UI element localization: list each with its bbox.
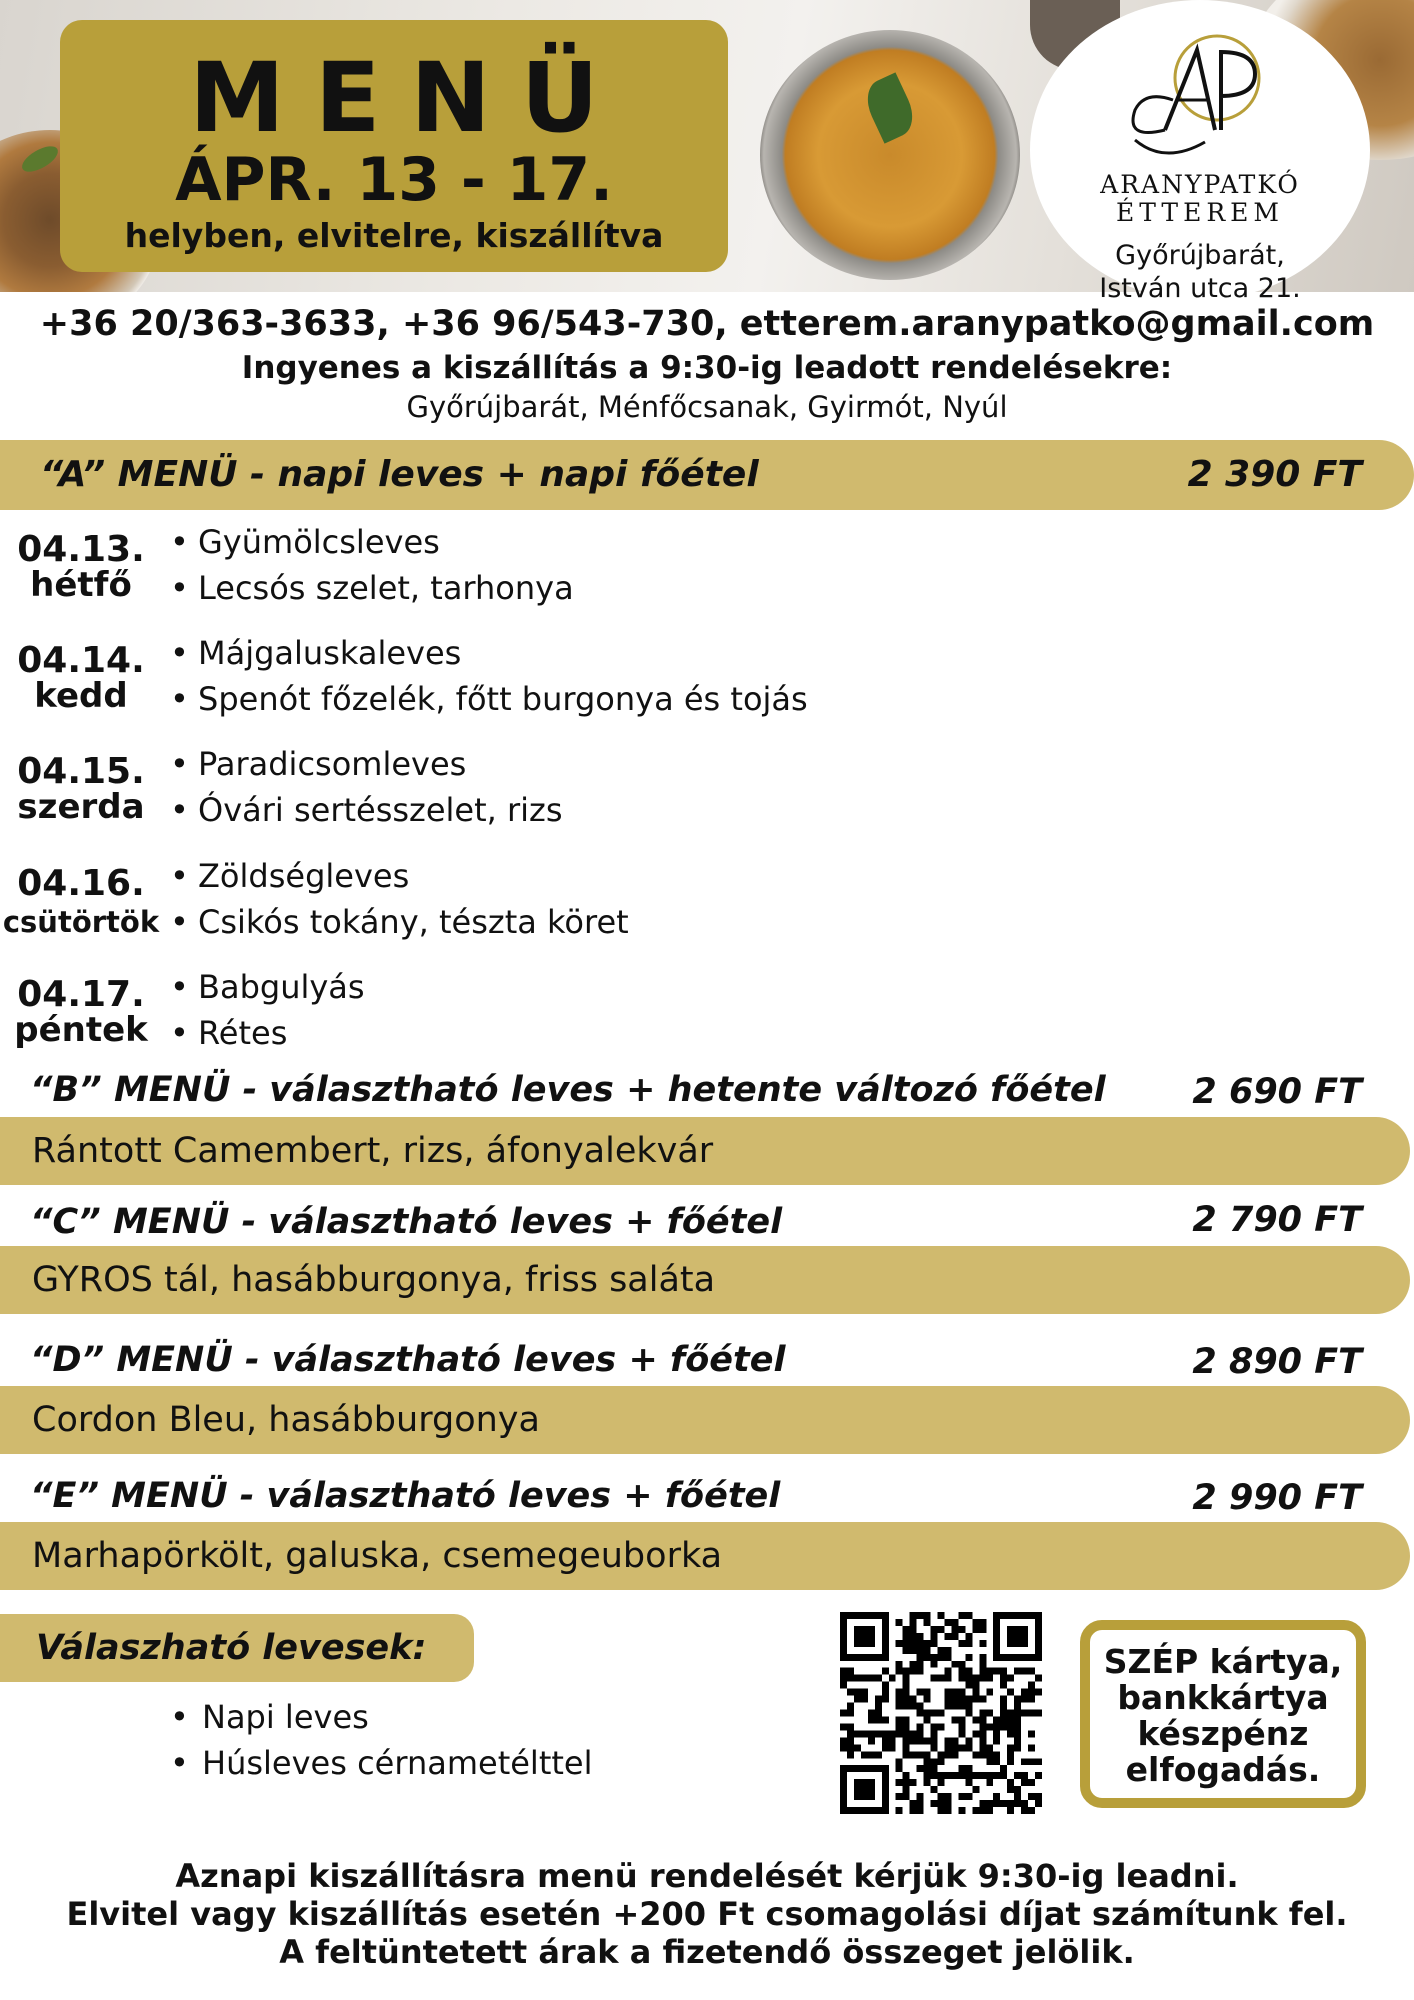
menu-c-dish-bar (0, 1246, 1410, 1314)
payment-line: bankkártya (1117, 1678, 1329, 1717)
contact-line: +36 20/363-3633, +36 96/543-730, etterem.aranypatko@gmail.com (39, 304, 1375, 344)
menu-a-title: “A” MENÜ - napi leves + napi főétel (40, 454, 759, 495)
day-soup: • Gyümölcsleves (170, 523, 440, 561)
menu-e-price: 2 990 FT (1192, 1478, 1362, 1518)
day-main: • Lecsós szelet, tarhonya (170, 569, 574, 607)
menu-e-dish: Marhapörkölt, galuska, csemegeuborka (32, 1536, 723, 1576)
day-main: • Csikós tokány, tészta köret (170, 903, 629, 941)
restaurant-name: ARANYPATKÓ (1100, 170, 1300, 199)
menu-d-price: 2 890 FT (1192, 1342, 1362, 1382)
delivery-areas: Győrújbarát, Ménfőcsanak, Gyirmót, Nyúl (406, 390, 1008, 424)
service-modes: helyben, elvitelre, kiszállítva (124, 216, 664, 255)
payment-line: készpénz (1137, 1714, 1309, 1753)
soup-option: • Húsleves cérnametélttel (170, 1744, 593, 1782)
day-soup: • Babgulyás (170, 968, 365, 1006)
day-row (0, 745, 1414, 848)
menu-c-price: 2 790 FT (1192, 1200, 1362, 1240)
day-date: 04.13. (17, 529, 145, 570)
menu-b-title: “B” MENÜ - választható leves + hetente változó főétel (30, 1070, 1106, 1110)
menu-b-price: 2 690 FT (1192, 1072, 1362, 1112)
day-name: péntek (14, 1010, 148, 1050)
day-date: 04.14. (17, 640, 145, 681)
day-main: • Spenót főzelék, főtt burgonya és tojás (170, 680, 808, 718)
day-row (0, 968, 1414, 1071)
soup-option: • Napi leves (170, 1698, 369, 1736)
qr-code[interactable] (840, 1612, 1042, 1814)
day-date: 04.16. (17, 863, 145, 904)
menu-a-header (0, 440, 1414, 510)
footer-note: Aznapi kiszállításra menü rendelését kérjük 9:30-ig leadni. (175, 1857, 1239, 1895)
soups-header (0, 1614, 474, 1682)
horseshoe-monogram-icon (1125, 30, 1285, 170)
day-main: • Óvári sertésszelet, rizs (170, 791, 563, 829)
menu-title: MENÜ (189, 42, 629, 154)
menu-e-title: “E” MENÜ - választható leves + főétel (30, 1476, 781, 1516)
day-soup: • Zöldségleves (170, 857, 410, 895)
menu-e-dish-bar (0, 1522, 1410, 1590)
payment-methods-box (1080, 1620, 1366, 1808)
payment-line: elfogadás. (1125, 1750, 1321, 1789)
rice-bowl-image (760, 30, 1020, 280)
menu-d-title: “D” MENÜ - választható leves + főétel (30, 1340, 786, 1380)
address-city: Győrújbarát, (1115, 240, 1285, 271)
menu-c-title: “C” MENÜ - választható leves + főétel (30, 1202, 783, 1242)
day-main: • Rétes (170, 1014, 288, 1052)
day-row (0, 857, 1414, 960)
day-name: kedd (34, 676, 128, 716)
menu-dates: ÁPR. 13 - 17. (175, 145, 613, 215)
restaurant-logo (1030, 0, 1370, 304)
day-date: 04.17. (17, 974, 145, 1015)
menu-b-dish: Rántott Camembert, rizs, áfonyalekvár (32, 1131, 714, 1171)
menu-c-dish: GYROS tál, hasábburgonya, friss saláta (32, 1260, 716, 1300)
day-soup: • Paradicsomleves (170, 745, 467, 783)
title-banner (60, 20, 728, 272)
footer-note: A feltüntetett árak a fizetendő összeget jelölik. (279, 1933, 1135, 1971)
menu-a-price: 2 390 FT (1187, 454, 1362, 495)
day-soup: • Májgaluskaleves (170, 634, 462, 672)
menu-d-dish: Cordon Bleu, hasábburgonya (32, 1400, 540, 1440)
soups-title: Válaszható levesek: (36, 1628, 427, 1668)
day-name: csütörtök (2, 905, 160, 939)
menu-d-dish-bar (0, 1386, 1410, 1454)
menu-b-dish-bar (0, 1117, 1410, 1185)
free-delivery-note: Ingyenes a kiszállítás a 9:30-ig leadott rendelésekre: (241, 350, 1173, 386)
payment-line: SZÉP kártya, (1103, 1642, 1343, 1681)
day-row (0, 523, 1414, 626)
day-name: hétfő (30, 565, 132, 605)
day-row (0, 634, 1414, 737)
day-name: szerda (17, 787, 145, 827)
restaurant-type: ÉTTEREM (1116, 198, 1284, 227)
footer-note: Elvitel vagy kiszállítás esetén +200 Ft csomagolási díjat számítunk fel. (66, 1895, 1348, 1933)
address-street: István utca 21. (1099, 273, 1301, 304)
day-date: 04.15. (17, 751, 145, 792)
